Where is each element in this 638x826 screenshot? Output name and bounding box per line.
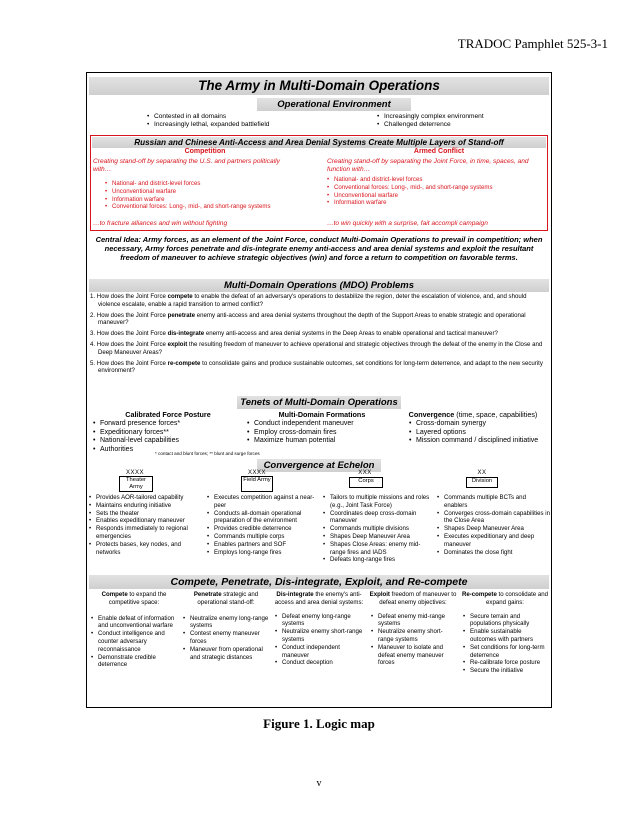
cpde-compete-list bbox=[91, 615, 179, 670]
list-item: • Maintains enduring initiative bbox=[89, 502, 203, 510]
problem-text: the resulting freedom of maneuver to achieve operational and strategic objectives through the defeat of the enemy in the Close and Deep Maneuver Areas? bbox=[98, 340, 543, 356]
list-item: • Unconventional warfare bbox=[105, 188, 325, 196]
oe-list-left bbox=[147, 113, 327, 129]
division-box: Division bbox=[466, 477, 498, 488]
convergence-heading bbox=[397, 410, 549, 419]
list-item: • Commands multiple divisions bbox=[323, 525, 435, 533]
cpde-exploit bbox=[369, 591, 457, 667]
list-item: • Protects bases, key nodes, and networks bbox=[89, 541, 203, 557]
cpde-heading-rest: to consolidate and expand gains: bbox=[486, 591, 549, 606]
competition-heading: Competition bbox=[184, 148, 226, 155]
cpde-exploit-list bbox=[371, 613, 457, 668]
page-number: v bbox=[316, 778, 322, 789]
list-item: • Employs long-range fires bbox=[207, 549, 319, 557]
theater-army-symbol: XXXX bbox=[125, 470, 144, 476]
problem-number: 5. bbox=[90, 359, 96, 367]
formations-list bbox=[247, 420, 397, 446]
cpde-heading bbox=[273, 591, 365, 607]
list-item: • Neutralize enemy long-range systems bbox=[183, 615, 271, 631]
list-item: • Shapes Deep Maneuver Area bbox=[323, 533, 435, 541]
problem-item bbox=[90, 312, 548, 328]
list-item: • Mission command / disciplined initiative bbox=[409, 437, 549, 446]
problem-keyword: penetrate bbox=[167, 311, 196, 319]
list-item: • Maneuver to isolate and defeat enemy maneuver forces bbox=[371, 644, 457, 667]
field-army-box: Field Army bbox=[241, 476, 273, 492]
list-item: • Maneuver from operational and strategic distances bbox=[183, 646, 271, 662]
list-item: • Defeats long-range fires bbox=[323, 556, 435, 564]
calibrated-force-posture bbox=[93, 410, 243, 454]
cpde-dis-integrate-list bbox=[275, 613, 365, 668]
convergence-heading-key: Convergence bbox=[408, 410, 455, 419]
list-item: • Enables expeditionary maneuver bbox=[89, 517, 203, 525]
list-item: • Expeditionary forces** bbox=[93, 429, 243, 438]
list-item: • Conduct intelligence and counter adversary reconnaissance bbox=[91, 630, 179, 653]
cpde-keyword: Dis-integrate bbox=[276, 591, 314, 598]
pamphlet-header: TRADOC Pamphlet 525-3-1 bbox=[457, 36, 608, 51]
convergence bbox=[397, 410, 549, 446]
list-item: • Demonstrate credible deterrence bbox=[91, 654, 179, 670]
list-item: • Employ cross-domain fires bbox=[247, 429, 397, 438]
problem-text: How does the Joint Force bbox=[96, 330, 168, 338]
problem-text: How does the Joint Force bbox=[96, 311, 168, 319]
formations-heading: Multi-Domain Formations bbox=[278, 410, 366, 419]
echelon-title: Convergence at Echelon bbox=[257, 459, 381, 472]
cpde-keyword: Penetrate bbox=[193, 591, 222, 598]
problem-text: enemy anti-access and area denial systems in the Deep Areas to enable operational and tactical maneuver? bbox=[204, 330, 498, 338]
problem-text: to consolidate gains and produce sustainable outcomes, set conditions for long-term deterrence, and adapt to the new security environment? bbox=[98, 359, 543, 375]
cpde-heading bbox=[181, 591, 271, 607]
list-item: • Increasingly complex environment bbox=[377, 113, 547, 121]
list-item: • Neutralize enemy short-range systems bbox=[371, 628, 457, 644]
problem-keyword: compete bbox=[167, 293, 193, 300]
cpde-dis-integrate bbox=[273, 591, 365, 667]
list-item: • Cross-domain synergy bbox=[409, 420, 549, 429]
list-item: • Information warfare bbox=[105, 196, 325, 204]
problem-number: 4. bbox=[90, 340, 96, 348]
list-item: • Commands multiple BCTs and enablers bbox=[437, 494, 551, 510]
problem-number: 1. bbox=[90, 293, 96, 300]
problem-keyword: dis-integrate bbox=[167, 330, 205, 338]
list-item: • Contested in all domains bbox=[147, 113, 327, 121]
cpde-title: Compete, Penetrate, Dis-integrate, Exploit, and Re-compete bbox=[89, 575, 549, 589]
list-item: • Information warfare bbox=[327, 199, 551, 207]
cpde-heading bbox=[89, 591, 179, 607]
list-item: • Tailors to multiple missions and roles (e.g., Joint Task Force) bbox=[323, 494, 435, 510]
problem-keyword: exploit bbox=[167, 340, 188, 348]
list-item: • National- and district-level forces bbox=[327, 176, 551, 184]
list-item: • Provides AOR-tailored capability bbox=[89, 494, 203, 502]
standoff-box bbox=[90, 135, 548, 231]
list-item: • Converges cross-domain capabilities in the Close Area bbox=[437, 510, 551, 526]
list-item: • Provides credible deterrence bbox=[207, 525, 319, 533]
list-item: • National- and district-level forces bbox=[105, 180, 325, 188]
list-item: • Conduct deception bbox=[275, 659, 365, 667]
problem-number: 2. bbox=[90, 311, 96, 319]
competition-outro: …to fracture alliances and win without fighting bbox=[93, 220, 228, 227]
problem-text: How does the Joint Force bbox=[96, 293, 168, 300]
corps-box: Corps bbox=[349, 477, 383, 488]
problem-number: 3. bbox=[90, 330, 96, 338]
list-item: • Conduct independent maneuver bbox=[275, 644, 365, 660]
list-item: • Conventional forces: Long-, mid-, and short-range systems bbox=[105, 203, 325, 211]
figure-caption: Figure 1. Logic map bbox=[263, 716, 375, 731]
problem-item bbox=[90, 293, 548, 309]
problem-text: How does the Joint Force bbox=[96, 359, 168, 367]
list-item: • Forward presence forces* bbox=[93, 420, 243, 429]
cpde-keyword: Exploit bbox=[369, 591, 390, 598]
list-item: • Layered options bbox=[409, 429, 549, 438]
list-item: • Re-calibrate force posture bbox=[463, 659, 549, 667]
list-item: • Unconventional warfare bbox=[327, 192, 551, 200]
mdo-problems-title: Multi-Domain Operations (MDO) Problems bbox=[89, 279, 549, 292]
problem-text: enemy anti-access and area denial systems throughout the depth of the Support Areas to enable strategic and operational maneuver? bbox=[98, 311, 526, 327]
cpde-compete bbox=[89, 591, 179, 669]
problem-text: How does the Joint Force bbox=[96, 340, 168, 348]
cpde-re-compete bbox=[461, 591, 549, 675]
cpde-heading bbox=[461, 591, 549, 607]
cpde-penetrate bbox=[181, 591, 271, 661]
competition-intro: Creating stand-off by separating the U.S. and partners politically with… bbox=[93, 158, 280, 174]
armed-conflict-list bbox=[327, 176, 551, 207]
theater-army-list bbox=[89, 494, 203, 556]
list-item: • Coordinates deep cross-domain maneuver bbox=[323, 510, 435, 526]
list-item: • Dominates the close fight bbox=[437, 549, 551, 557]
list-item: • Conducts all-domain operational preparation of the environment bbox=[207, 510, 319, 526]
list-item: • Neutralize enemy short-range systems bbox=[275, 628, 365, 644]
list-item: • Secure the initiative bbox=[463, 667, 549, 675]
division-symbol: XX bbox=[477, 470, 487, 476]
list-item: • Executes competition against a near-peer bbox=[207, 494, 319, 510]
list-item: • National-level capabilities bbox=[93, 437, 243, 446]
calibrated-note: * contact and blunt forces; ** blunt and surge forces bbox=[155, 451, 260, 456]
mdo-problems-list bbox=[90, 293, 548, 375]
tenets-title: Tenets of Multi-Domain Operations bbox=[237, 396, 401, 409]
list-item: • Contest enemy maneuver forces bbox=[183, 630, 271, 646]
cpde-keyword: Compete bbox=[101, 591, 128, 598]
list-item: • Shapes Close Areas: enemy mid-range fires and IADS bbox=[323, 541, 435, 557]
cpde-penetrate-list bbox=[183, 615, 271, 662]
list-item: • Executes expeditionary and deep maneuver bbox=[437, 533, 551, 549]
corps-symbol: XXX bbox=[358, 470, 372, 476]
division-list bbox=[437, 494, 551, 556]
list-item: • Enables partners and SOF bbox=[207, 541, 319, 549]
calibrated-list bbox=[93, 420, 243, 454]
list-item: • Challenged deterrence bbox=[377, 121, 547, 129]
oe-list-right bbox=[377, 113, 547, 129]
theater-army-box: Theater Army bbox=[119, 476, 153, 492]
list-item: • Maximize human potential bbox=[247, 437, 397, 446]
operational-environment-title: Operational Environment bbox=[257, 98, 411, 111]
map-title: The Army in Multi-Domain Operations bbox=[89, 77, 549, 95]
standoff-title: Russian and Chinese Anti-Access and Area Denial Systems Create Multiple Layers of Stand-off bbox=[92, 137, 546, 148]
list-item: • Responds immediately to regional emergencies bbox=[89, 525, 203, 541]
list-item: • Enable sustainable outcomes with partners bbox=[463, 628, 549, 644]
cpde-heading-rest: freedom of maneuver to defeat enemy objectives: bbox=[379, 591, 457, 606]
field-army-symbol: XXXX bbox=[247, 470, 266, 476]
cpde-heading-rest: to expand the competitive space: bbox=[108, 591, 167, 606]
logic-map bbox=[86, 72, 552, 708]
problem-item bbox=[90, 330, 548, 338]
cpde-heading-rest: strategic and operational stand-off: bbox=[197, 591, 259, 606]
cpde-keyword: Re-compete bbox=[461, 591, 497, 598]
list-item: • Defeat enemy mid-range systems bbox=[371, 613, 457, 629]
cpde-heading-rest: the enemy's anti-access and area denial systems: bbox=[274, 591, 364, 606]
cpde-re-compete-list bbox=[463, 613, 549, 675]
convergence-list bbox=[409, 420, 549, 446]
cpde-heading bbox=[369, 591, 457, 607]
list-item: • Defeat enemy long-range systems bbox=[275, 613, 365, 629]
list-item: • Increasingly lethal, expanded battlefield bbox=[147, 121, 327, 129]
problem-item bbox=[90, 360, 548, 376]
list-item: • Enable defeat of information and unconventional warfare bbox=[91, 615, 179, 631]
armed-conflict-outro: …to win quickly with a surprise, fait accompli campaign bbox=[327, 220, 488, 227]
convergence-heading-suffix: (time, space, capabilities) bbox=[454, 410, 538, 419]
list-item: • Set conditions for long-term deterrence bbox=[463, 644, 549, 660]
field-army-list bbox=[207, 494, 319, 556]
problem-item bbox=[90, 341, 548, 357]
armed-conflict-heading: Armed Conflict bbox=[413, 148, 465, 155]
list-item: • Authorities bbox=[93, 446, 243, 455]
problem-text: to enable the defeat of an adversary's operations to destabilize the region, deter the escalation of violence, and, and should violence escalate, enable a rapid transition to armed conflict? bbox=[98, 293, 527, 308]
central-idea: Central Idea: Army forces, as an element of the Joint Force, conduct Multi-Domain Operations to prevail in competition; when necessary, Army forces penetrate and dis-integrate enemy anti-access and area denial systems and exploit the resultant freedom of maneuver to achieve strategic objectives (win) and force a return to competition on favorable terms. bbox=[95, 235, 543, 262]
list-item: • Commands multiple corps bbox=[207, 533, 319, 541]
multi-domain-formations bbox=[247, 410, 397, 446]
problem-keyword: re-compete bbox=[167, 359, 201, 367]
corps-list bbox=[323, 494, 435, 564]
list-item: • Conventional forces: Long-, mid-, and short-range systems bbox=[327, 184, 551, 192]
list-item: • Sets the theater bbox=[89, 510, 203, 518]
armed-conflict-intro: Creating stand-off by separating the Joint Force, in time, spaces, and function with… bbox=[327, 158, 529, 174]
list-item: • Secure terrain and populations physically bbox=[463, 613, 549, 629]
competition-list bbox=[105, 180, 325, 211]
list-item: • Conduct independent maneuver bbox=[247, 420, 397, 429]
calibrated-heading: Calibrated Force Posture bbox=[125, 410, 211, 419]
list-item: • Shapes Deep Maneuver Area bbox=[437, 525, 551, 533]
